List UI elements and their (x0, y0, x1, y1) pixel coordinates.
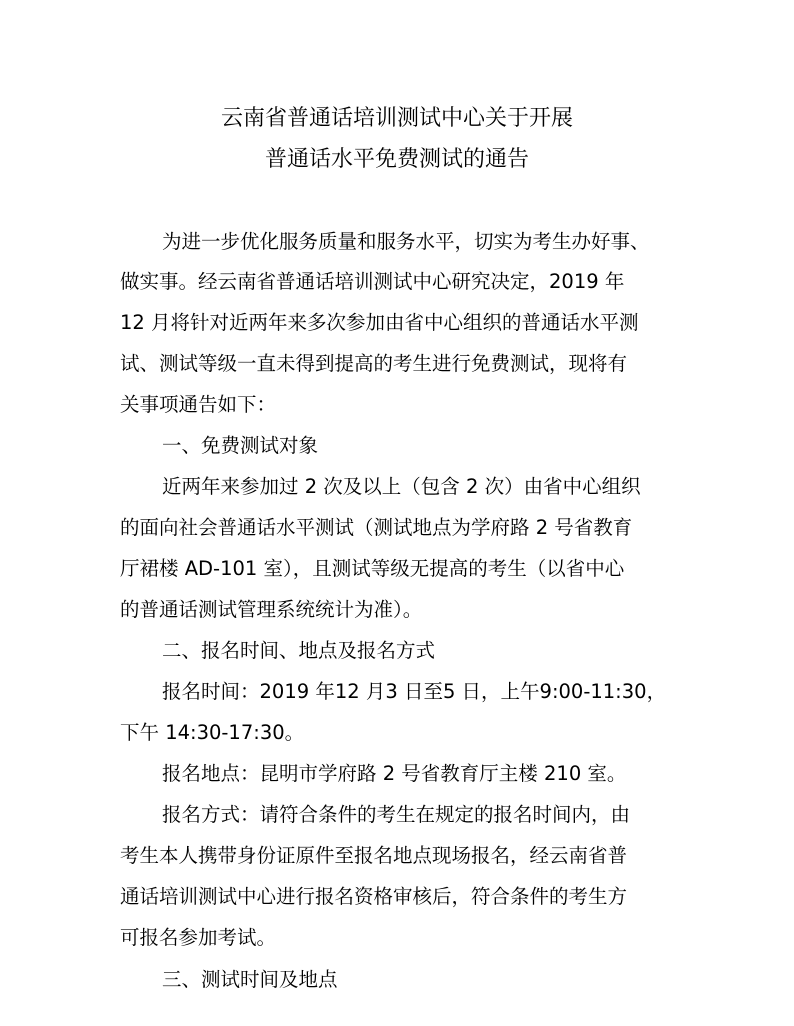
body-line: 12 月将针对近两年来多次参加由省中心组织的普通话水平测 (120, 311, 639, 334)
body-line: 为进一步优化服务质量和服务水平，切实为考生办好事、 (162, 230, 650, 253)
registration-method-line: 报名方式：请符合条件的考生在规定的报名时间内，由 (162, 803, 631, 826)
registration-location-line: 报名地点：昆明市学府路 2 号省教育厅主楼 210 室。 (162, 762, 627, 785)
section-heading-1: 一、免费测试对象 (162, 434, 319, 457)
body-line: 关事项通告如下： (120, 393, 277, 416)
registration-method-line: 通话培训测试中心进行报名资格审核后，符合条件的考生方 (120, 885, 628, 908)
section-heading-2: 二、报名时间、地点及报名方式 (162, 639, 436, 662)
registration-method-line: 可报名参加考试。 (120, 926, 277, 949)
registration-method-line: 考生本人携带身份证原件至报名地点现场报名，经云南省普 (120, 844, 628, 867)
body-line: 近两年来参加过 2 次及以上（包含 2 次）由省中心组织 (162, 475, 641, 498)
body-line: 试、测试等级一直未得到提高的考生进行免费测试，现将有 (120, 352, 628, 375)
body-line: 厅裙楼 AD-101 室），且测试等级无提高的考生（以省中心 (120, 557, 625, 580)
body-line: 的面向社会普通话水平测试（测试地点为学府路 2 号省教育 (120, 516, 633, 539)
section-heading-3: 三、测试时间及地点 (162, 968, 338, 991)
body-line: 做实事。经云南省普通话培训测试中心研究决定，2019 年 (120, 270, 625, 293)
registration-time-line: 下午 14:30-17:30。 (120, 721, 305, 744)
body-line: 的普通话测试管理系统统计为准）。 (120, 598, 423, 621)
document-title-line-1: 云南省普通话培训测试中心关于开展 (220, 106, 573, 131)
registration-time-line: 报名时间：2019 年12 月3 日至5 日，上午9:00-11:30， (162, 680, 667, 703)
document-title-line-2: 普通话水平免费测试的通告 (264, 147, 529, 172)
